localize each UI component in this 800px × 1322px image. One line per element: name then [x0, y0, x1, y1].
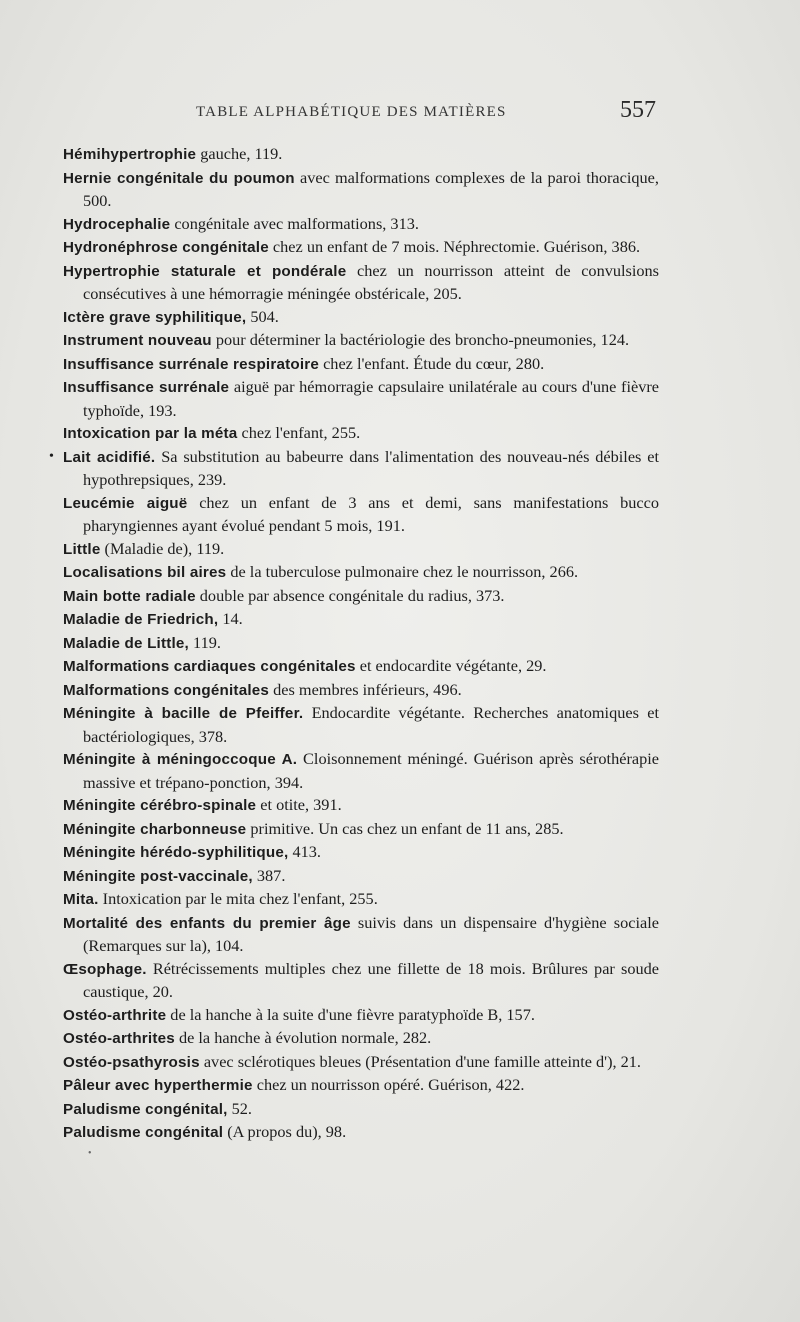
entry-text: avec malformations complexes de la paroi thoracique, 500. [83, 167, 659, 210]
index-entry [63, 632, 659, 656]
entry-text: et otite, 391. [256, 795, 342, 814]
index-entry [63, 958, 659, 1004]
entry-heading: Hydronéphrose congénitale [63, 239, 269, 256]
entry-heading: Instrument nouveau [63, 332, 212, 349]
index-entry [63, 353, 659, 377]
entry-heading: Little [63, 540, 101, 558]
index-entry [63, 585, 659, 609]
entry-heading: Malformations congénitales [63, 681, 270, 699]
index-entry [63, 236, 659, 260]
index-entry [63, 1004, 659, 1028]
index-entries [49, 143, 660, 1145]
index-entry [63, 702, 659, 748]
index-entry [63, 1051, 659, 1075]
entry-heading: Hernie congénitale du poumon [63, 169, 295, 187]
index-entry [63, 143, 659, 167]
index-entry [63, 865, 659, 889]
entry-heading: Ostéo-arthrite [63, 1006, 167, 1024]
entry-text: 119. [188, 632, 221, 652]
entry-text: avec sclérotiques bleues (Présentation d'une famille atteinte d'), 21. [199, 1051, 642, 1071]
entry-heading: Méningite charbonneuse [63, 820, 247, 838]
index-entry [63, 329, 659, 353]
entry-text: double par absence congénitale du radius, 373. [195, 585, 505, 605]
index-entry [49, 446, 659, 492]
entry-text: Intoxication par le mita chez l'enfant, 255. [98, 889, 378, 908]
entry-heading: Méningite à méningoccoque A. [63, 751, 298, 768]
entry-heading: Ostéo-arthrites [63, 1030, 175, 1047]
index-entry [63, 260, 659, 306]
index-entry [63, 1027, 659, 1051]
entry-heading: Lait acidifié. [63, 448, 156, 466]
entry-heading: Méningite post-vaccinale, [63, 867, 253, 885]
index-entry [63, 1121, 659, 1145]
stray-ink-mark: • [88, 1148, 92, 1159]
entry-text: (Maladie de), 119. [100, 538, 225, 558]
entry-text: 387. [252, 865, 286, 885]
entry-heading: Hydrocephalie [63, 215, 171, 233]
entry-text: 52. [227, 1098, 252, 1118]
entry-heading: Hypertrophie staturale et pondérale [63, 262, 347, 280]
index-entry [63, 888, 659, 912]
entry-text: 504. [246, 306, 279, 326]
index-entry [63, 213, 659, 237]
index-entry [63, 376, 659, 422]
index-entry [63, 167, 659, 213]
entry-text: et endocardite végétante, 29. [355, 656, 547, 675]
entry-heading: Maladie de Friedrich, [63, 611, 219, 628]
entry-text: Cloisonnement méningé. Guérison après sérothérapie massive et trépano-ponction, 394. [83, 749, 659, 792]
index-entry [63, 492, 659, 538]
index-entry [63, 818, 659, 842]
entry-text: aiguë par hémorragie capsulaire unilatérale au cours d'une fièvre typhoïde, 193. [83, 377, 660, 420]
entry-heading: Leucémie aiguë [63, 494, 188, 512]
index-entry [63, 1098, 659, 1122]
index-entry [63, 841, 659, 865]
index-entry [63, 748, 659, 794]
entry-text: primitive. Un cas chez un enfant de 11 ans, 285. [246, 818, 564, 838]
index-entry [63, 538, 659, 562]
entry-heading: Malformations cardiaques congénitales [63, 658, 356, 675]
page-number: 557 [620, 97, 656, 123]
bullet-mark: • [49, 448, 54, 464]
entry-heading: Mortalité des enfants du premier âge [63, 914, 351, 932]
entry-text: 413. [288, 842, 321, 861]
entry-heading: Méningite cérébro-spinale [63, 797, 257, 814]
entry-heading: Méningite à bacille de Pfeiffer. [63, 705, 304, 722]
entry-heading: Paludisme congénital, [63, 1100, 228, 1118]
index-entry [63, 608, 659, 632]
running-head: TABLE ALPHABÉTIQUE DES MATIÈRES [196, 104, 507, 120]
entry-text: chez un nourrisson opéré. Guérison, 422. [252, 1075, 525, 1094]
entry-heading: Ictère grave syphilitique, [63, 308, 247, 326]
index-entry [63, 794, 659, 818]
entry-heading: Intoxication par la méta [63, 425, 238, 442]
index-entry [63, 561, 659, 585]
entry-text: chez l'enfant. Étude du cœur, 280. [319, 353, 545, 373]
entry-text: 14. [218, 609, 243, 628]
entry-text: gauche, 119. [196, 144, 283, 163]
entry-heading: Insuffisance surrénale respiratoire [63, 355, 320, 373]
entry-text: chez un nourrisson atteint de convulsions consécutives à une hémorragie méningée obstéricale, 205. [83, 260, 659, 303]
entry-text: Rétrécissements multiples chez une fillette de 18 mois. Brûlures par soude caustique, 20. [83, 958, 659, 1001]
index-entry [63, 306, 659, 330]
entry-heading: Pâleur avec hyperthermie [63, 1077, 253, 1094]
entry-heading: Insuffisance surrénale [63, 379, 230, 396]
entry-text: pour déterminer la bactériologie des broncho-pneumonies, 124. [211, 330, 630, 349]
entry-text: chez l'enfant, 255. [237, 423, 361, 442]
index-entry [63, 655, 659, 679]
entry-heading: Œsophage. [63, 960, 147, 978]
entry-heading: Maladie de Little, [63, 634, 189, 652]
entry-text: chez un enfant de 7 mois. Néphrectomie. Guérison, 386. [268, 237, 641, 256]
entry-heading: Ostéo-psathyrosis [63, 1053, 200, 1071]
index-entry [63, 1074, 659, 1098]
entry-text: congénitale avec malformations, 313. [170, 213, 419, 233]
entry-heading: Hémihypertrophie [63, 146, 197, 163]
entry-heading: Mita. [63, 891, 99, 908]
index-entry [63, 912, 659, 958]
entry-text: suivis dans un dispensaire d'hygiène sociale (Remarques sur la), 104. [83, 912, 660, 955]
entry-text: de la hanche à la suite d'une fièvre paratyphoïde B, 157. [166, 1004, 535, 1024]
entry-text: chez un enfant de 3 ans et demi, sans manifestations bucco pharyngiennes ayant évolué pendant 5 mois, 191. [83, 492, 659, 535]
entry-heading: Localisations bil aires [63, 564, 227, 581]
index-entry [63, 679, 659, 703]
entry-heading: Main botte radiale [63, 587, 196, 605]
entry-text: des membres inférieurs, 496. [269, 679, 462, 699]
entry-text: Sa substitution au babeurre dans l'alimentation des nouveau-nés débiles et hypothrepsiques, 239. [83, 446, 659, 489]
entry-heading: Paludisme congénital [63, 1124, 224, 1141]
entry-text: de la tuberculose pulmonaire chez le nourrisson, 266. [226, 562, 579, 581]
index-entry [63, 422, 659, 446]
entry-heading: Méningite hérédo-syphilitique, [63, 844, 289, 861]
entry-text: (A propos du), 98. [223, 1122, 347, 1141]
entry-text: de la hanche à évolution normale, 282. [174, 1028, 432, 1047]
entry-text: Endocardite végétante. Recherches anatomiques et bactériologiques, 378. [83, 703, 659, 746]
